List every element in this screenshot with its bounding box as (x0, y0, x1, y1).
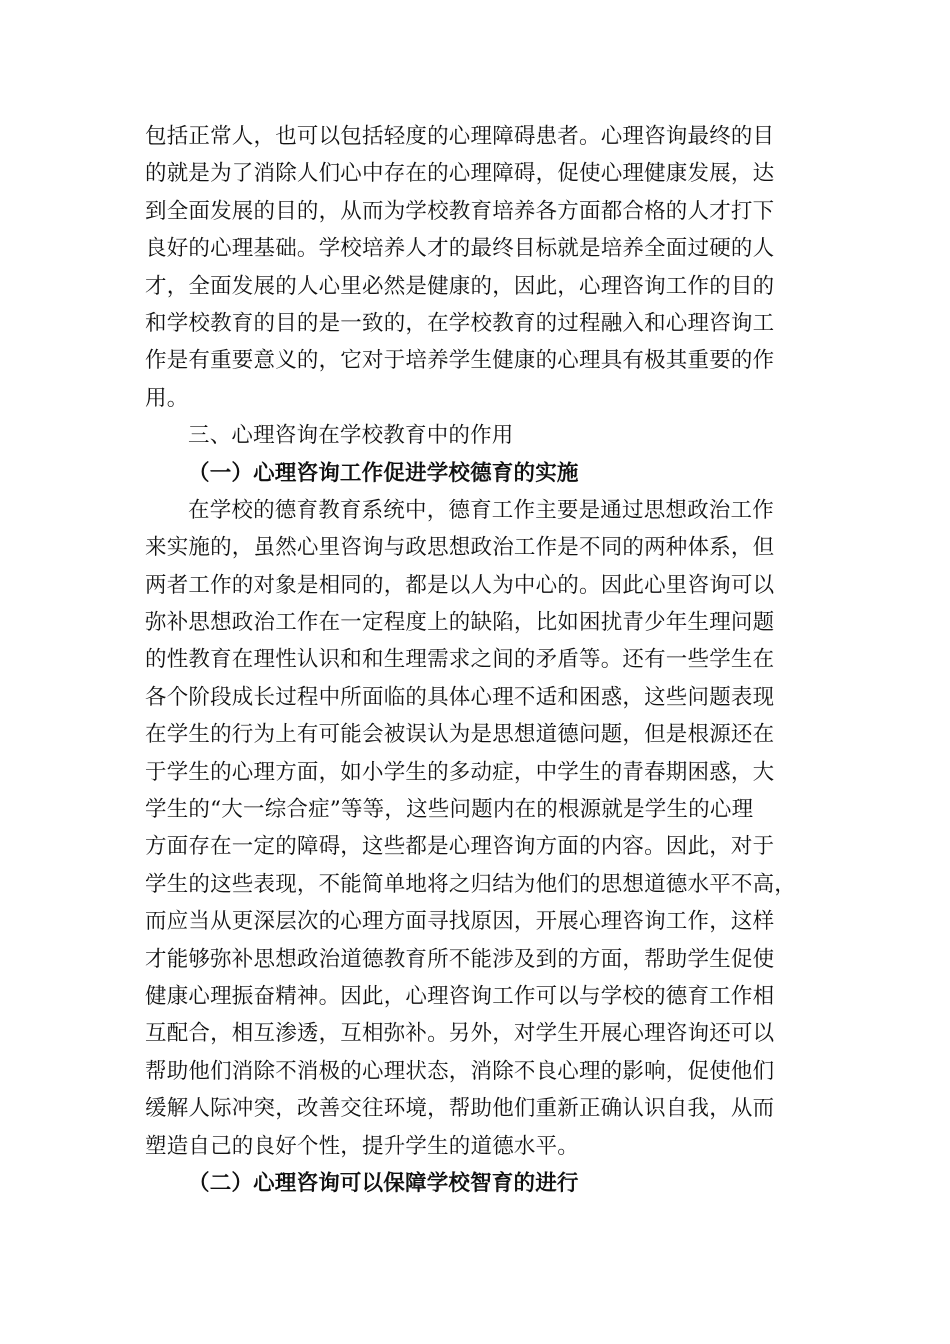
para1-line: 和学校教育的目的是一致的，在学校教育的过程融入和心理咨询工 (145, 310, 775, 336)
para2-line: 缓解人际冲突，改善交往环境，帮助他们重新正确认识自我，从而 (145, 1096, 775, 1122)
para1-line: 包括正常人，也可以包括轻度的心理障碍患者。心理咨询最终的目 (145, 124, 775, 149)
para1-line: 才，全面发展的人心里必然是健康的，因此，心理咨询工作的目的 (145, 273, 775, 299)
document-body (145, 118, 825, 1202)
para2-line: 的性教育在理性认识和和生理需求之间的矛盾等。还有一些学生在 (145, 647, 775, 673)
para2-line: 帮助他们消除不消极的心理状态，消除不良心理的影响，促使他们 (145, 1058, 775, 1084)
para2-line: 互配合，相互渗透，互相弥补。另外，对学生开展心理咨询还可以 (145, 1021, 775, 1047)
para2-line: 学生的这些表现，不能简单地将之归结为他们的思想道德水平不高， (145, 871, 797, 897)
para2-line: 来实施的，虽然心里咨询与政思想政治工作是不同的两种体系，但 (145, 535, 775, 561)
para1-line: 作是有重要意义的，它对于培养学生健康的心理具有极其重要的作 (145, 348, 775, 374)
para1-line: 用。 (145, 385, 189, 411)
subheading-intellectual-education: （二）心理咨询可以保障学校智育的进行 (188, 1170, 579, 1196)
para2-line: 两者工作的对象是相同的，都是以人为中心的。因此心里咨询可以 (145, 572, 775, 598)
para2-line: 而应当从更深层次的心理方面寻找原因，开展心理咨询工作，这样 (145, 909, 775, 935)
subheading-moral-education: （一）心理咨询工作促进学校德育的实施 (188, 460, 579, 486)
para2-line: 各个阶段成长过程中所面临的具体心理不适和困惑，这些问题表现 (145, 684, 775, 710)
para2-line: 弥补思想政治工作在一定程度上的缺陷，比如困扰青少年生理问题 (145, 610, 775, 636)
para2-line: 在学校的德育教育系统中，德育工作主要是通过思想政治工作 (188, 497, 774, 523)
para2-line: 塑造自己的良好个性，提升学生的道德水平。 (145, 1133, 580, 1159)
para2-line: 在学生的行为上有可能会被误认为是思想道德问题，但是根源还在 (145, 722, 775, 748)
para2-line: 才能够弥补思想政治道德教育所不能涉及到的方面，帮助学生促使 (145, 946, 775, 972)
para1-line: 的就是为了消除人们心中存在的心理障碍，促使心理健康发展，达 (145, 161, 775, 187)
para2-line: 方面存在一定的障碍，这些都是心理咨询方面的内容。因此，对于 (145, 834, 775, 860)
para2-line: 学生的“大一综合症”等等，这些问题内在的根源就是学生的心理 (145, 797, 754, 823)
para1-line: 良好的心理基础。学校培养人才的最终目标就是培养全面过硬的人 (145, 236, 775, 262)
para2-line: 健康心理振奋精神。因此，心理咨询工作可以与学校的德育工作相 (145, 983, 775, 1009)
para1-line: 到全面发展的目的，从而为学校教育培养各方面都合格的人才打下 (145, 198, 775, 224)
para2-line: 于学生的心理方面，如小学生的多动症，中学生的青春期困惑，大 (145, 759, 775, 785)
section-heading: 三、心理咨询在学校教育中的作用 (188, 423, 514, 449)
